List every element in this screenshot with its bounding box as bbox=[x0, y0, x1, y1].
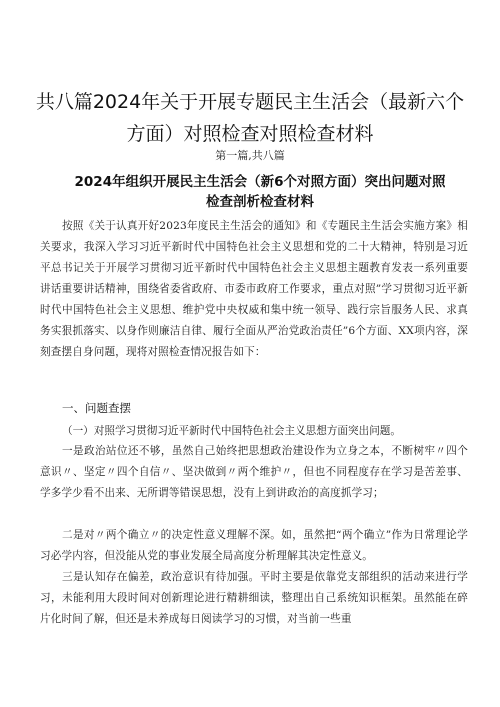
paragraph-2: 二是对〃两个确立〃的决定性意义理解不深。如，虽然把“两个确立”作为日常理论学习必学内容，但没能从党的事业发展全局高度分析理解其决定性意义。 bbox=[40, 529, 468, 562]
article-title-line-1: 2024年组织开展民主生活会（新6个对照方面）突出问题对照 bbox=[74, 174, 446, 190]
paragraph-1: 一是政治站位还不够，虽然自己始终把思想政治建设作为立身之本，不断树牢〃四个意识〃、坚定〃四个自信〃、坚决做到〃两个维护〃，但也不同程度存在学习是苦差事、学多学少看不出来、无所谓等错误思想，没有上到讲政治的高度抓学习； bbox=[40, 445, 468, 499]
document-main-title-line-1: 共八篇2024年关于开展专题民主生活会（最新六个 bbox=[35, 91, 465, 113]
paragraph-3: 三是认知存在偏差，政治意识有待加强。平时主要是依靠党支部组织的活动来进行学习，未能利用大段时间对创新理论进行精耕细读，整理出自己系统知识框架。虽然能在碎片化时间了解，但还是未养成每日阅读学习的习惯，对当前一些重 bbox=[40, 571, 468, 625]
part-subheading: 第一篇,共八篇 bbox=[215, 149, 285, 162]
section-heading-problems: 一、问题查摆 bbox=[62, 401, 131, 415]
article-title-line-2: 检查剖析检查材料 bbox=[206, 194, 314, 210]
document-main-title-line-2: 方面）对照检查对照检查材料 bbox=[126, 123, 374, 145]
subsection-heading-1: （一）对照学习贯彻习近平新时代中国特色社会主义思想方面突出问题。 bbox=[62, 425, 401, 437]
intro-paragraph: 按照《关于认真开好2023年度民主生活会的通知》和《专题民主生活会实施方案》相关要求，我深入学习习近平新时代中国特色社会主义思想和党的二十大精神，特别是习近平总书记关于开展学习贯彻习近平新时代中国特色社会主义思想主题教育发表一系列重要讲话重要讲话精神，围绕省委省政府、市委市政府工作要求，重点对照”学习贯彻习近平新时代中国特色社会主义思想、维护党中央权威和集中统一领导、践行宗旨服务人民、求真务实狠抓落实、以身作则廉洁自律、履行全面从严治党政治责任”6个方面、XX项内容，深刻查摆自身问题，现将对照检查情况报告如下： bbox=[40, 220, 468, 358]
